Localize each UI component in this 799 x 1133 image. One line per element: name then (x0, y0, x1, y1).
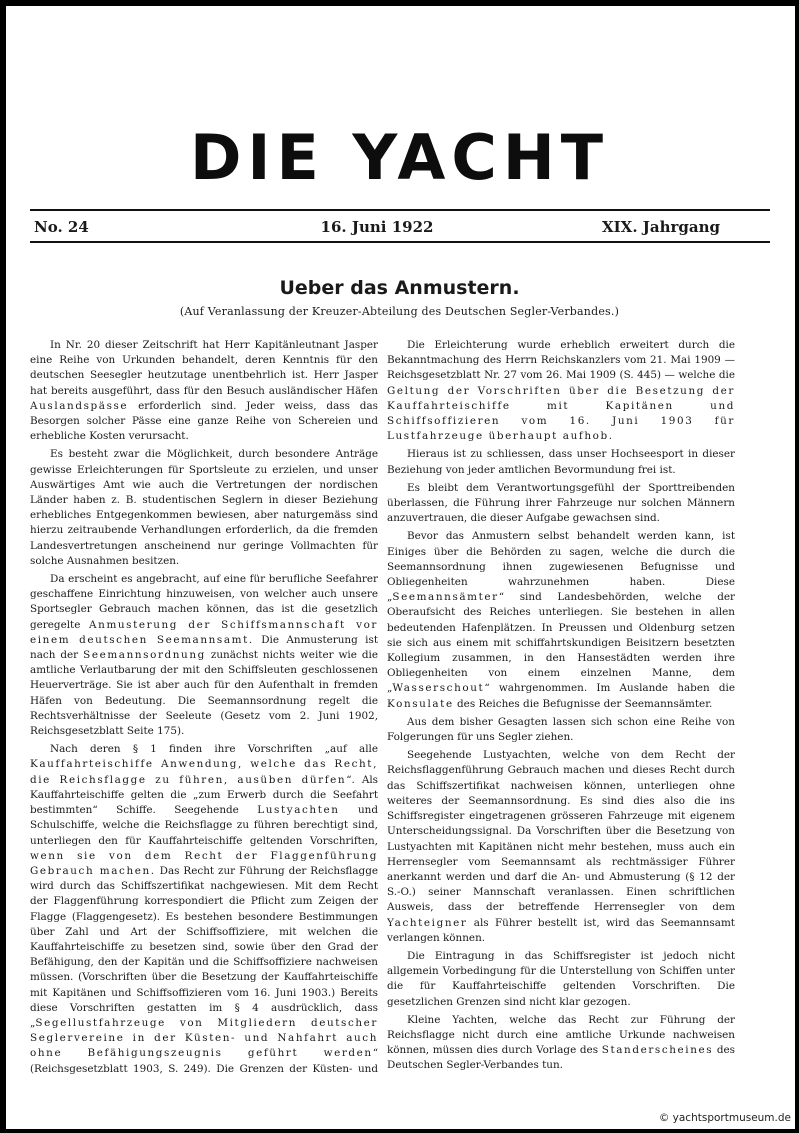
scan-border-top (0, 0, 799, 6)
issue-number: No. 24 (34, 218, 89, 236)
paragraph: Bevor das Anmustern selbst behandelt werden kann, ist Einiges über die Behörden zu sagen, welche die durch die Seemannsordnung ihnen zugewiesenen Befugnisse und Obliegenheiten wahrzunehmen haben. Diese „Seemannsämter“ sind Landesbehörden, welche der Oberaufsicht des Reiches unterliegen. Sie bestehen in allen bedeutenden Hafenplätzen. In Preussen und Oldenburg setzen sie sich aus einem mit schiffahrtskundigen Beisitzern besetzten Kollegium zusammen, in den Hansestädten werden ihre Obliegenheiten von einem einzelnen Manne, dem „Wasserschout“ wahrgenommen. Im Auslande haben die Konsulate des Reiches die Befugnisse der Seemannsämter. (387, 530, 735, 710)
paragraph: Seegehende Lustyachten, welche von dem Recht der Reichsflaggenführung Gebrauch machen und dieses Recht durch das Schiffszertifikat nachweisen können, unterliegen ohne weiteres der Seemannsordnung. Es sind dies also die ins Schiffsregister eingetragenen grösseren Fahrzeuge mit eigenem Unterscheidungssignal. Da Vorschriften über die Besetzung von Lustyachten mit Kapitänen nicht mehr bestehen, muss auch ein Herrensegler vom Seemannsamt als rechtmässiger Führer anerkannt werden und darf die An- und Abmusterung (§ 12 der S.-O.) seiner Mannschaft veranlassen. Einen schriftlichen Ausweis, dass der betreffende Herrensegler von dem Yachteigner als Führer bestellt ist, wird das Seemannsamt verlangen können. (387, 749, 735, 944)
scan-border-bottom (0, 1129, 799, 1133)
paragraph: Kleine Yachten, welche das Recht zur Führung der Reichsflagge nicht durch eine amtliche Urkunde nachweisen können, müssen dies durch Vorlage des Standerscheines des Deutschen Segler-Verbandes tun. (387, 1013, 735, 1072)
masthead-rule-top (30, 209, 770, 211)
paragraph: Nach deren § 1 finden ihre Vorschriften „auf alle Kauffahrteischiffe Anwendung, welche das Recht, die Reichsflagge zu führen, ausüben dürfen“. Als Kauffahrteischiffe gelten die „zum Erwerb durch die Seefahrt bestimmten“ Schiffe. Seegehende Lustyachten und Schulschiffe, welche die Reichsflagge zu führen berechtigt sind, unterliegen den für Kauffahrteischiffe geltenden Vorschriften, wenn sie von dem Recht der Flaggenführung Gebrauch machen. Das Recht zur Führung der Reichsflagge wird durch das Schiffszertifikat nachgewiesen. Mit dem Recht der Flaggenführung korrespondiert die Pflicht zum Zeigen der Flagge (Flaggengesetz). Es bestehen besondere Bestimmungen über Zahl und Art der Schiffsoffiziere, mit welchen die Kauffahrteischiffe zu besetzen sind, sowie über den Grad der Befähigung, den der Kapitän und die Schiffsoffiziere nachweisen müssen. (Vorschriften über die Besetzung der Kauffahrteischiffe mit Kapitänen und Schiffsoffizieren vom 16. Juni 1903.) Bereits diese Vorschriften gestatten im § 4 ausdrücklich, dass „Segellustfahrzeuge von Mitgliedern deutscher Seglervereine in der Küsten- und Nahfahrt auch ohne Befähigungszeugnis geführt werden“ (Reichsgesetzblatt 1903, S. 249). Die Grenzen der Küsten- und (30, 743, 378, 1075)
article-column-right (387, 338, 735, 1078)
masthead-title: DIE YACHT (189, 121, 610, 194)
masthead-rule-bottom (30, 241, 770, 243)
masthead-info-bar (34, 214, 720, 240)
issue-date: 16. Juni 1922 (320, 218, 434, 236)
paragraph: Aus dem bisher Gesagten lassen sich schon eine Reihe von Folgerungen für uns Segler ziehen. (387, 715, 735, 744)
paragraph: Die Erleichterung wurde erheblich erweitert durch die Bekanntmachung des Herrn Reichskanzlers vom 21. Mai 1909 — Reichsgesetzblatt Nr. 27 vom 26. Mai 1909 (S. 445) — welche die Geltung der Vorschriften über die Besetzung der Kauffahrteischiffe mit Kapitänen und Schiffsoffizieren vom 16. Juni 1903 für Lustfahrzeuge überhaupt aufhob. (387, 339, 735, 443)
paragraph: Es besteht zwar die Möglichkeit, durch besondere Anträge gewisse Erleichterungen für Sportsleute zu erzielen, und unser Auswärtiges Amt wie auch die Vertretungen der nordischen Länder haben z. B. studentischen Seglern in dieser Beziehung erhebliches Entgegenkommen bewiesen, aber naturgemäss sind hierzu zeitraubende Verhandlungen erforderlich, da die fremden Landesvertretungen anscheinend nur geringe Vollmachten für solche Ausnahmen besitzen. (30, 448, 378, 567)
paragraph: In Nr. 20 dieser Zeitschrift hat Herr Kapitänleutnant Jasper eine Reihe von Urkunden behandelt, deren Kenntnis für den deutschen Seesegler heutzutage unentbehrlich ist. Herr Jasper hat bereits ausgeführt, dass für den Besuch ausländischer Häfen Auslandspässe erforderlich sind. Jeder weiss, dass das Besorgen solcher Pässe eine ganze Reihe von Schereien und erhebliche Kosten verursacht. (30, 339, 378, 443)
paragraph: Die Eintragung in das Schiffsregister ist jedoch nicht allgemein Vorbedingung für die Unterstellung von Schiffen unter die für Kauffahrteischiffe geltenden Vorschriften. Die gesetzlichen Grenzen sind nicht klar gezogen. (387, 949, 735, 1008)
paragraph (387, 1077, 735, 1078)
article-title: Ueber das Anmustern. (279, 277, 520, 299)
paragraph: Es bleibt dem Verantwortungsgefühl der Sporttreibenden überlassen, die Führung ihrer Fahrzeuge nur solchen Männern anzuvertrauen, die dieser Aufgabe gewachsen sind. (387, 481, 735, 525)
paragraph: Da erscheint es angebracht, auf eine für berufliche Seefahrer geschaffene Einrichtung hinzuweisen, von welcher auch unsere Sportsegler Gebrauch machen können, das ist die gesetzlich geregelte Anmusterung der Schiffsmannschaft vor einem deutschen Seemannsamt. Die Anmusterung ist nach der Seemannsordnung zunächst nichts weiter wie die amtliche Verlautbarung der mit den Schiffsleuten geschlossenen Heuerverträge. Sie ist aber auch für den Aufenthalt in fremden Häfen von Bedeutung. Die Seemannsordnung regelt die Rechtsverhältnisse der Seeleute (Gesetz vom 2. Juni 1902, Reichsgesetzblatt Seite 175). (30, 573, 378, 738)
article-subtitle: (Auf Veranlassung der Kreuzer-Abteilung des Deutschen Segler-Verbandes.) (179, 305, 620, 318)
paragraph: Hieraus ist zu schliessen, dass unser Hochseesport in dieser Beziehung von jeder amtlichen Bevormundung frei ist. (387, 448, 735, 476)
watermark-copyright: © yachtsportmuseum.de (658, 1112, 791, 1124)
issue-volume: XIX. Jahrgang (602, 218, 720, 236)
article-column-left (30, 338, 378, 1078)
